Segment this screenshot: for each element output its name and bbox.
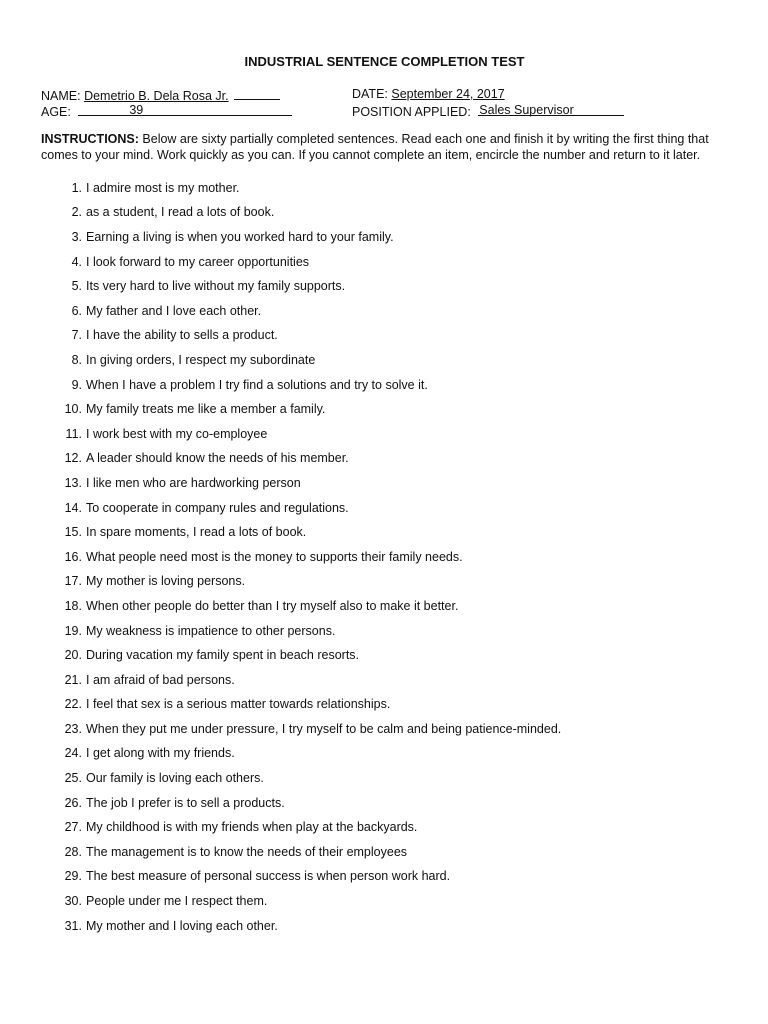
position-row [352,102,624,120]
list-item [41,254,728,279]
item-number: 20. [64,648,82,663]
list-item [41,672,728,697]
item-text: When other people do better than I try myself also to make it better. [86,598,459,613]
item-text: I work best with my co-employee [86,426,268,441]
instructions-text: Below are sixty partially completed sentences. Read each one and finish it by writing the first thing that comes to your mind. Work quickly as you can. If you cannot complete an item, encircle the number and return to it later. [41,132,709,163]
item-number: 19. [64,623,82,638]
item-number: 16. [64,549,82,564]
item-text: In spare moments, I read a lots of book. [86,525,307,540]
item-text: I get along with my friends. [86,746,235,761]
list-item [41,918,728,943]
item-text: My family treats me like a member a family. [86,402,326,417]
page-title: INDUSTRIAL SENTENCE COMPLETION TEST [244,54,525,69]
item-text: I like men who are hardworking person [86,475,301,490]
item-number: 15. [64,525,82,540]
item-text: My mother is loving persons. [86,574,246,589]
list-item [41,598,728,623]
item-number: 4. [71,254,82,269]
item-text: My father and I love each other. [86,303,262,318]
list-item [41,229,728,254]
item-number: 17. [64,574,82,589]
item-text: I am afraid of bad persons. [86,672,235,687]
item-text: People under me I respect them. [86,894,268,909]
list-item [41,327,728,352]
item-number: 1. [71,180,82,195]
list-item [41,180,728,205]
list-item [41,204,728,229]
item-text: Its very hard to live without my family supports. [86,279,346,294]
item-number: 2. [71,205,82,220]
item-number: 24. [64,746,82,761]
list-item [41,500,728,525]
list-item [41,868,728,893]
list-item [41,278,728,303]
list-item [41,524,728,549]
name-blank-line [234,86,280,100]
name-label: NAME: [41,89,81,103]
item-text: as a student, I read a lots of book. [86,205,275,220]
list-item [41,303,728,328]
age-row [41,102,292,120]
list-item [41,573,728,598]
list-item [41,426,728,451]
position-label: POSITION APPLIED: [352,105,471,119]
list-item [41,721,728,746]
list-item [41,401,728,426]
item-number: 23. [64,721,82,736]
item-text: A leader should know the needs of his member. [86,451,349,466]
age-value: 39 [129,103,144,117]
name-value: Demetrio B. Dela Rosa Jr. [84,89,229,103]
list-item [41,819,728,844]
item-text: My childhood is with my friends when play at the backyards. [86,820,418,835]
item-number: 6. [71,303,82,318]
item-text: When they put me under pressure, I try myself to be calm and being patience-minded. [86,721,562,736]
age-label: AGE: [41,105,71,119]
item-text: I admire most is my mother. [86,180,240,195]
position-line [478,102,624,116]
position-value: Sales Supervisor [479,103,574,117]
list-item [41,696,728,721]
item-text: The job I prefer is to sell a products. [86,795,285,810]
item-number: 13. [64,475,82,490]
item-number: 27. [64,820,82,835]
item-text: Our family is loving each others. [86,771,264,786]
list-item [41,844,728,869]
list-item [41,893,728,918]
item-text: The best measure of personal success is when person work hard. [86,869,451,884]
item-number: 3. [71,230,82,244]
item-text: When I have a problem I try find a solutions and try to solve it. [86,377,428,392]
item-number: 21. [64,672,82,687]
item-number: 12. [64,451,82,466]
item-text: My mother and I loving each other. [86,918,278,933]
item-number: 5. [71,279,82,294]
list-item [41,549,728,574]
sentence-list [41,180,728,942]
date-value: September 24, 2017 [391,87,505,101]
age-line [78,102,292,116]
item-number: 31. [64,918,82,933]
list-item [41,450,728,475]
item-text: I have the ability to sells a product. [86,328,278,343]
item-number: 28. [64,844,82,859]
item-number: 10. [64,402,82,417]
item-number: 29. [64,869,82,884]
item-text: In giving orders, I respect my subordinate [86,352,316,367]
item-text: I feel that sex is a serious matter towards relationships. [86,697,391,712]
item-number: 14. [64,500,82,515]
item-number: 9. [71,377,82,392]
item-text: My weakness is impatience to other persons. [86,623,336,638]
list-item [41,352,728,377]
item-text: During vacation my family spent in beach resorts. [86,648,360,663]
item-number: 25. [64,771,82,786]
item-number: 30. [64,894,82,909]
item-text: Earning a living is when you worked hard to your family. [86,230,394,244]
list-item [41,623,728,648]
applicant-info [41,86,728,120]
item-text: The management is to know the needs of their employees [86,844,408,859]
item-text: To cooperate in company rules and regulations. [86,500,349,515]
instructions-label: INSTRUCTIONS: [41,132,139,146]
item-number: 26. [64,795,82,810]
list-item [41,647,728,672]
item-text: What people need most is the money to supports their family needs. [86,549,463,564]
instructions [41,131,741,164]
date-row [352,86,505,102]
item-text: I look forward to my career opportunities [86,254,310,269]
list-item [41,745,728,770]
item-number: 18. [64,598,82,613]
date-label: DATE: [352,87,388,101]
list-item [41,770,728,795]
item-number: 7. [71,328,82,343]
item-number: 22. [64,697,82,712]
list-item [41,377,728,402]
item-number: 8. [71,352,82,367]
item-number: 11. [65,426,82,441]
list-item [41,475,728,500]
list-item [41,795,728,820]
